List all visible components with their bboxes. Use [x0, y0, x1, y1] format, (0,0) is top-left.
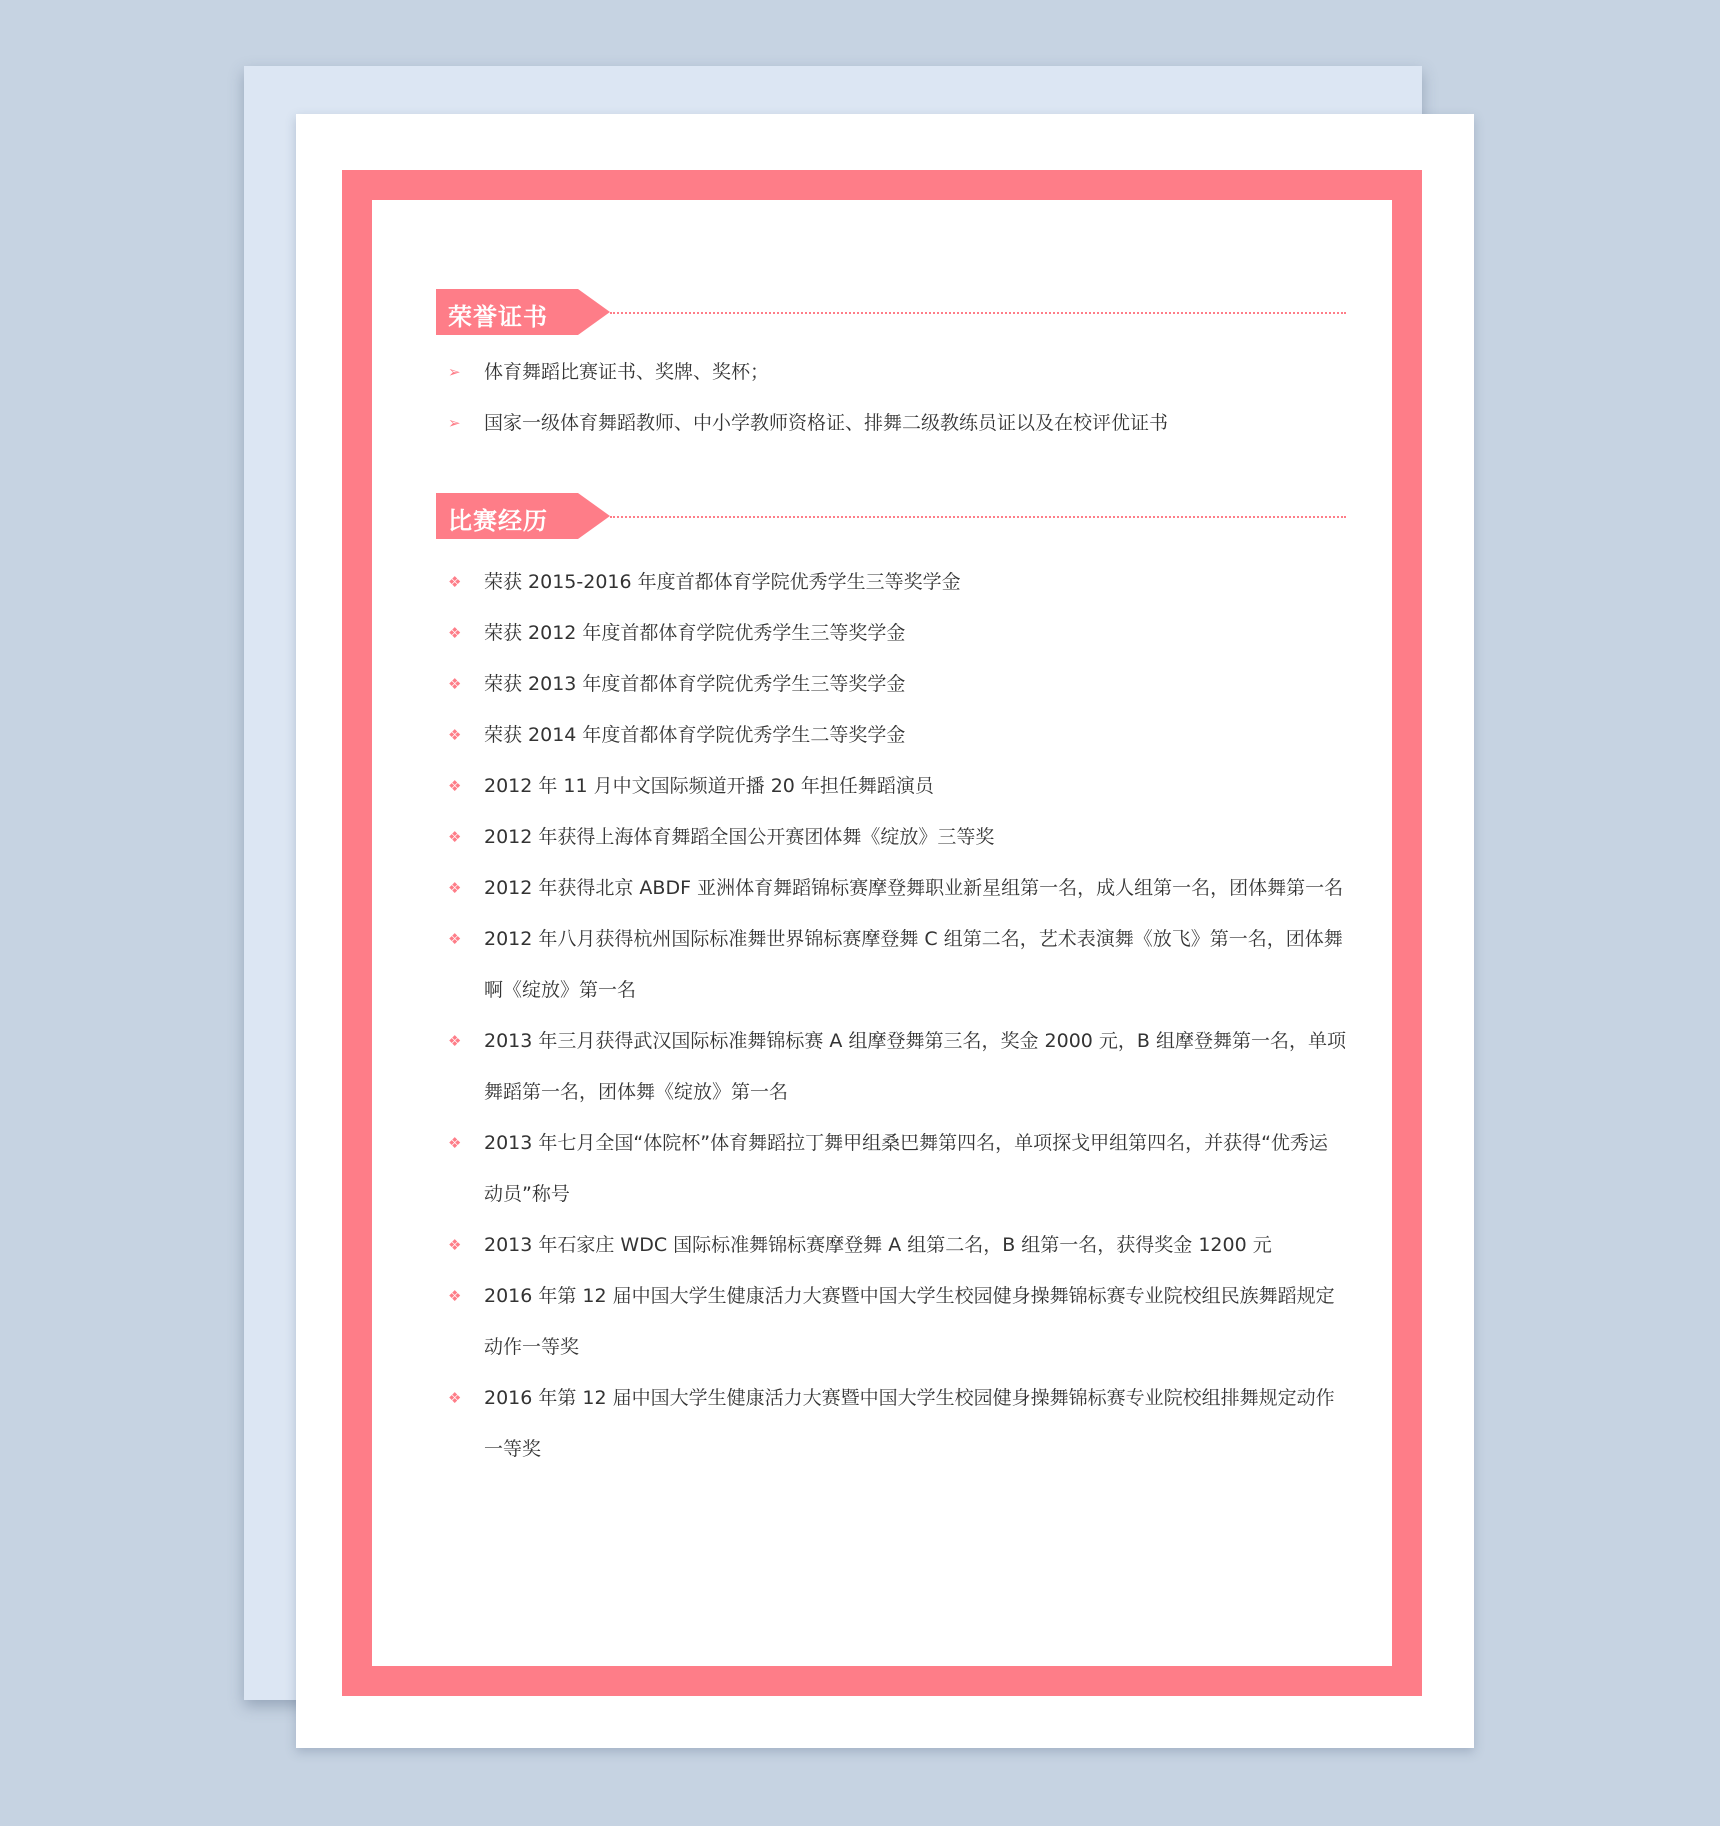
four-diamond-icon: ❖: [448, 930, 462, 948]
competitions-title: 比赛经历: [448, 507, 548, 535]
list-item: [436, 608, 1346, 659]
list-item-text: 荣获 2014 年度首都体育学院优秀学生二等奖学金: [484, 724, 906, 746]
list-item: [436, 710, 1346, 761]
four-diamond-icon: ❖: [448, 879, 462, 897]
list-item: [436, 347, 1346, 398]
list-item-text: 2016 年第 12 届中国大学生健康活力大赛暨中国大学生校园健身操舞锦标赛专业院校组排舞规定动作一等奖: [484, 1387, 1335, 1460]
dotted-divider: [610, 516, 1346, 518]
list-item-text: 2012 年 11 月中文国际频道开播 20 年担任舞蹈演员: [484, 775, 934, 797]
four-diamond-icon: ❖: [448, 726, 462, 744]
competitions-section: [436, 493, 1346, 1475]
list-item-text: 荣获 2015-2016 年度首都体育学院优秀学生三等奖学金: [484, 571, 961, 593]
four-diamond-icon: ❖: [448, 1032, 462, 1050]
four-diamond-icon: ❖: [448, 828, 462, 846]
list-item: [436, 1016, 1346, 1118]
competitions-header: [436, 493, 1346, 541]
list-item: [436, 557, 1346, 608]
list-item-text: 2012 年获得北京 ABDF 亚洲体育舞蹈锦标赛摩登舞职业新星组第一名，成人组第一名，团体舞第一名: [484, 877, 1344, 899]
honors-list: [436, 347, 1346, 449]
dotted-divider: [610, 312, 1346, 314]
list-item-text: 体育舞蹈比赛证书、奖牌、奖杯；: [484, 361, 770, 383]
list-item: [436, 863, 1346, 914]
list-item: [436, 398, 1346, 449]
arrow-right-icon: ➢: [448, 414, 461, 432]
four-diamond-icon: ❖: [448, 777, 462, 795]
four-diamond-icon: ❖: [448, 573, 462, 591]
honors-title: 荣誉证书: [448, 303, 548, 331]
pink-border-frame: [342, 170, 1422, 1696]
four-diamond-icon: ❖: [448, 624, 462, 642]
list-item-text: 2016 年第 12 届中国大学生健康活力大赛暨中国大学生校园健身操舞锦标赛专业院校组民族舞蹈规定动作一等奖: [484, 1285, 1335, 1358]
competitions-list: [436, 557, 1346, 1475]
list-item: [436, 1373, 1346, 1475]
honors-header: [436, 289, 1346, 337]
resume-page: [296, 114, 1474, 1748]
four-diamond-icon: ❖: [448, 1236, 462, 1254]
four-diamond-icon: ❖: [448, 1389, 462, 1407]
list-item: [436, 1271, 1346, 1373]
list-item-text: 2013 年七月全国“体院杯”体育舞蹈拉丁舞甲组桑巴舞第四名，单项探戈甲组第四名，并获得“优秀运动员”称号: [484, 1132, 1328, 1205]
list-item: [436, 812, 1346, 863]
four-diamond-icon: ❖: [448, 1134, 462, 1152]
list-item-text: 2013 年石家庄 WDC 国际标准舞锦标赛摩登舞 A 组第二名，B 组第一名，获得奖金 1200 元: [484, 1234, 1272, 1256]
list-item: [436, 761, 1346, 812]
list-item-text: 国家一级体育舞蹈教师、中小学教师资格证、排舞二级教练员证以及在校评优证书: [484, 412, 1169, 434]
list-item-text: 荣获 2013 年度首都体育学院优秀学生三等奖学金: [484, 673, 906, 695]
list-item: [436, 1220, 1346, 1271]
list-item: [436, 1118, 1346, 1220]
list-item-text: 2012 年获得上海体育舞蹈全国公开赛团体舞《绽放》三等奖: [484, 826, 995, 848]
list-item: [436, 659, 1346, 710]
honors-section: [436, 289, 1346, 449]
four-diamond-icon: ❖: [448, 1287, 462, 1305]
four-diamond-icon: ❖: [448, 675, 462, 693]
arrow-right-icon: ➢: [448, 363, 461, 381]
list-item-text: 2013 年三月获得武汉国际标准舞锦标赛 A 组摩登舞第三名，奖金 2000 元，B 组摩登舞第一名，单项舞蹈第一名，团体舞《绽放》第一名: [484, 1030, 1346, 1103]
list-item-text: 荣获 2012 年度首都体育学院优秀学生三等奖学金: [484, 622, 906, 644]
list-item: [436, 914, 1346, 1016]
list-item-text: 2012 年八月获得杭州国际标准舞世界锦标赛摩登舞 C 组第二名，艺术表演舞《放飞》第一名，团体舞啊《绽放》第一名: [484, 928, 1343, 1001]
